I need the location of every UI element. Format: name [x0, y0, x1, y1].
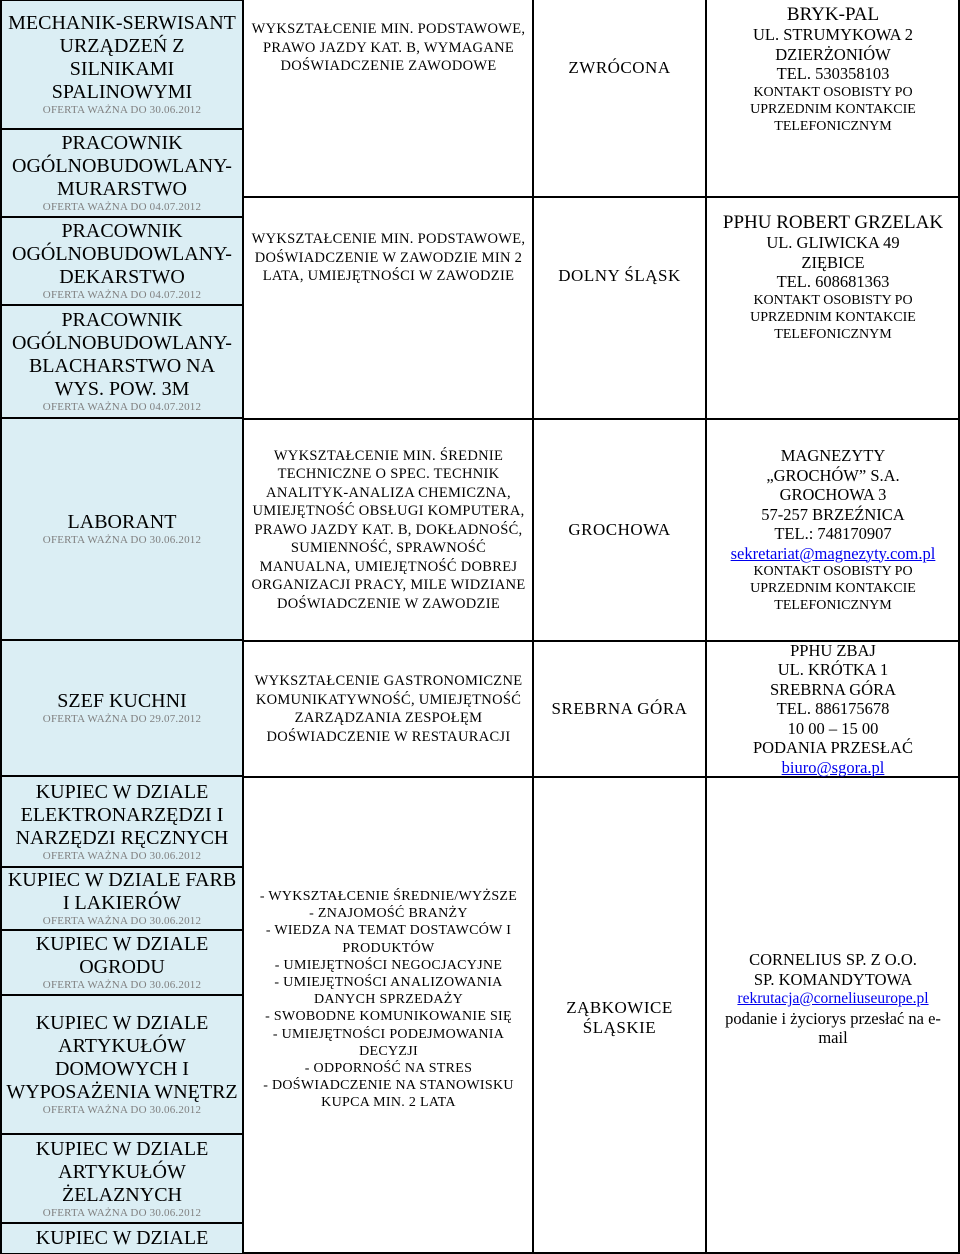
job-cell — [0, 1134, 244, 1223]
job-expiry: OFERTA WAŻNA DO 30.06.2012 — [42, 979, 202, 991]
job-title: KUPIEC W DZIALE — [35, 1227, 209, 1249]
contact-note: KONTAKT OSOBISTY PO — [753, 84, 913, 100]
city: SREBRNA GÓRA — [769, 679, 897, 699]
street: UL. STRUMYKOWA 2 — [753, 25, 913, 44]
phone: TEL. 608681363 — [776, 272, 890, 291]
job-cell — [0, 0, 244, 129]
street: UL. KRÓTKA 1 — [777, 660, 889, 680]
location-cell — [533, 988, 706, 1048]
contact-note: KONTAKT OSOBISTY PO — [753, 292, 913, 308]
job-cell — [0, 867, 244, 930]
job-title: KUPIEC W DZIALE ELEKTRONARZĘDZI I NARZĘDZI RĘCZNYCH — [15, 780, 229, 849]
job-expiry: OFERTA WAŻNA DO 30.06.2012 — [42, 1206, 202, 1219]
requirements-cell — [244, 20, 533, 120]
job-expiry: OFERTA WAŻNA DO 04.07.2012 — [42, 289, 202, 301]
job-expiry: OFERTA WAŻNA DO 30.06.2012 — [42, 1104, 202, 1116]
company-name: CORNELIUS SP. Z O.O. — [749, 950, 917, 969]
opening-hours: 10 00 – 15 00 — [787, 718, 879, 738]
location-text: ZWRÓCONA — [568, 57, 671, 77]
job-cell — [0, 418, 244, 640]
company-name: MAGNEZYTY — [780, 446, 886, 465]
location-cell — [533, 198, 706, 353]
requirements-text: - WYKSZTAŁCENIE ŚREDNIE/WYŻSZE - ZNAJOMOŚĆ BRANŻY - WIEDZA NA TEMAT DOSTAWCÓW I PRODUKTÓW - UMIEJĘTNOŚCI NEGOCJACYJNE - UMIEJĘTNOŚCI ANALIZOWANIA DANYCH SPRZEDAŻY - SWOBODNE KOMUNIKOWANIE SIĘ - UMIEJĘTNOŚCI PODEJMOWANIA DECYZJI - ODPORNOŚĆ NA STRES - DOŚWIADCZENIE NA STANOWISKU KUPCA MIN. 2 LATA — [259, 889, 518, 1111]
requirements-cell — [244, 642, 533, 776]
job-title: PRACOWNIK OGÓLNOBUDOWLANY-DEKARSTWO — [12, 220, 232, 288]
location-cell — [533, 420, 706, 640]
job-title: KUPIEC W DZIALE FARB I LAKIERÓW — [7, 869, 237, 914]
job-expiry: OFERTA WAŻNA DO 30.06.2012 — [42, 534, 202, 546]
job-cell — [0, 776, 244, 867]
contact-cell — [706, 446, 960, 618]
job-expiry: OFERTA WAŻNA DO 04.07.2012 — [42, 201, 202, 213]
job-title: KUPIEC W DZIALE ARTYKUŁÓW ŻELAZNYCH — [35, 1137, 209, 1206]
street: UL. GLIWICKA 49 — [766, 233, 900, 252]
company-name: PPHU ROBERT GRZELAK — [722, 212, 944, 233]
contact-note: TELEFONICZNYM — [774, 598, 892, 613]
phone: TEL. 886175678 — [776, 699, 890, 719]
contact-cell — [706, 642, 960, 776]
job-expiry: OFERTA WAŻNA DO 30.06.2012 — [42, 849, 202, 862]
job-title: MECHANIK-SERWISANT URZĄDZEŃ Z SILNIKAMI SPALINOWYMI — [8, 12, 236, 103]
job-cell — [0, 640, 244, 776]
email-link[interactable]: rekrutacja@corneliuseurope.pl — [737, 990, 929, 1007]
city: ZIĘBICE — [801, 252, 865, 272]
job-title: SZEF KUCHNI — [57, 690, 187, 712]
location-text: SREBRNA GÓRA — [551, 699, 688, 718]
job-cell — [0, 129, 244, 217]
contact-note: podanie i życiorys przesłać na e-mail — [725, 1008, 941, 1047]
contact-note: TELEFONICZNYM — [774, 118, 892, 134]
job-cell — [0, 1223, 244, 1254]
job-expiry: OFERTA WAŻNA DO 30.06.2012 — [42, 915, 202, 927]
requirements-text: WYKSZTAŁCENIE GASTRONOMICZNE KOMUNIKATYWNOŚĆ, UMIEJĘTNOŚĆ ZARZĄDZANIA ZESPOŁĘM DOŚWIADCZENIE W RESTAURACJI — [254, 673, 523, 745]
contact-cell — [706, 4, 960, 134]
contact-note: TELEFONICZNYM — [774, 326, 892, 342]
company-name: PPHU ZBAJ — [790, 640, 876, 660]
requirements-text: WYKSZTAŁCENIE MIN. ŚREDNIE TECHNICZNE O SPEC. TECHNIK ANALITYK-ANALIZA CHEMICZNA, UMIEJĘTNOŚĆ OBSŁUGI KOMPUTERA, PRAWO JAZDY KAT. B, DOKŁADNOŚĆ, SUMIENNOŚĆ, SPRAWNOŚĆ MANUALNA, UMIEJĘTNOŚĆ DOBREJ ORGANIZACJI PRACY, MILE WIDZIANE DOŚWIADCZENIE W ZAWODZIE — [251, 447, 526, 612]
phone: TEL.: 748170907 — [774, 524, 892, 543]
job-title: PRACOWNIK OGÓLNOBUDOWLANY-BLACHARSTWO NA WYS. POW. 3M — [12, 309, 232, 400]
job-cell — [0, 995, 244, 1134]
location-text: DOLNY ŚLĄSK — [558, 265, 681, 285]
job-expiry: OFERTA WAŻNA DO 29.07.2012 — [42, 713, 202, 725]
phone: TEL. 530358103 — [776, 64, 890, 83]
email-link[interactable]: biuro@sgora.pl — [781, 757, 885, 777]
job-title: KUPIEC W DZIALE ARTYKUŁÓW DOMOWYCH I WYPOSAŻENIA WNĘTRZ — [6, 1012, 238, 1103]
location-cell — [533, 0, 706, 135]
contact-note: PODANIA PRZESŁAĆ — [753, 738, 913, 758]
location-cell — [533, 642, 706, 776]
job-title: LABORANT — [67, 511, 177, 533]
contact-note: KONTAKT OSOBISTY PO — [753, 564, 913, 579]
company-name: „GROCHÓW” S.A. — [766, 465, 900, 485]
requirements-cell — [244, 888, 533, 1138]
job-expiry: OFERTA WAŻNA DO 04.07.2012 — [42, 401, 202, 413]
requirements-text: WYKSZTAŁCENIE MIN. PODSTAWOWE, PRAWO JAZDY KAT. B, WYMAGANE DOŚWIADCZENIE ZAWODOWE — [251, 21, 526, 74]
job-cell — [0, 217, 244, 305]
requirements-text: WYKSZTAŁCENIE MIN. PODSTAWOWE, DOŚWIADCZENIE W ZAWODZIE MIN 2 LATA, UMIEJĘTNOŚCI W ZAWODZIE — [251, 231, 526, 284]
company-name: BRYK-PAL — [786, 4, 880, 25]
contact-cell — [706, 212, 960, 342]
contact-cell — [706, 950, 960, 1060]
requirements-cell — [244, 230, 533, 320]
job-cell — [0, 305, 244, 418]
requirements-cell — [244, 420, 533, 640]
job-cell — [0, 930, 244, 995]
email-link[interactable]: sekretariat@magnezyty.com.pl — [730, 543, 936, 563]
contact-note: UPRZEDNIM KONTAKCIE — [750, 309, 916, 325]
location-text: GROCHOWA — [568, 520, 671, 539]
contact-note: UPRZEDNIM KONTAKCIE — [750, 581, 916, 596]
street: GROCHOWA 3 — [779, 485, 887, 504]
job-title: PRACOWNIK OGÓLNOBUDOWLANY-MURARSTWO — [12, 132, 232, 200]
city: 57-257 BRZEŹNICA — [761, 504, 905, 524]
contact-note: UPRZEDNIM KONTAKCIE — [750, 101, 916, 117]
city: DZIERŻONIÓW — [775, 44, 891, 64]
job-expiry: OFERTA WAŻNA DO 30.06.2012 — [42, 104, 202, 116]
location-text: ZĄBKOWICE ŚLĄSKIE — [566, 998, 673, 1037]
company-name: SP. KOMANDYTOWA — [753, 969, 913, 989]
job-title: KUPIEC W DZIALE OGRODU — [35, 933, 209, 978]
